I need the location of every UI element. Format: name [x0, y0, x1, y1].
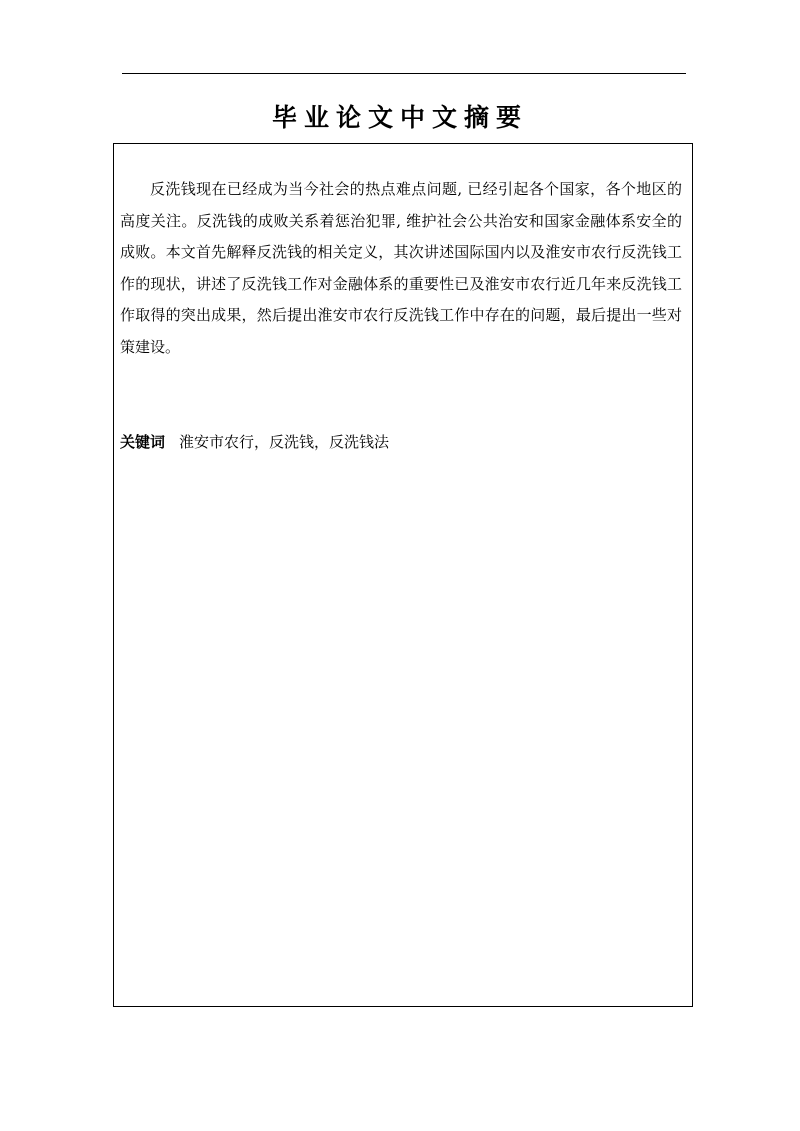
header-rule	[122, 73, 686, 74]
abstract-paragraph: 反洗钱现在已经成为当今社会的热点难点问题, 已经引起各个国家，各个地区的高度关注。反洗钱的成败关系着惩治犯罪, 维护社会公共治安和国家金融体系安全的成败。本文首先解释反洗钱的相关定义，其次讲述国际国内以及淮安市农行反洗钱工作的现状，讲述了反洗钱工作对金融体系的重要性已及淮安市农行近几年来反洗钱工作取得的突出成果，然后提出淮安市农行反洗钱工作中存在的问题，最后提出一些对策建设。	[120, 180, 682, 356]
keywords-value: 淮安市农行，反洗钱，反洗钱法	[179, 433, 390, 451]
keywords-line	[120, 427, 682, 458]
page-title: 毕业论文中文摘要	[271, 103, 528, 132]
abstract-frame	[113, 143, 693, 1007]
keywords-label: 关键词	[120, 433, 166, 451]
